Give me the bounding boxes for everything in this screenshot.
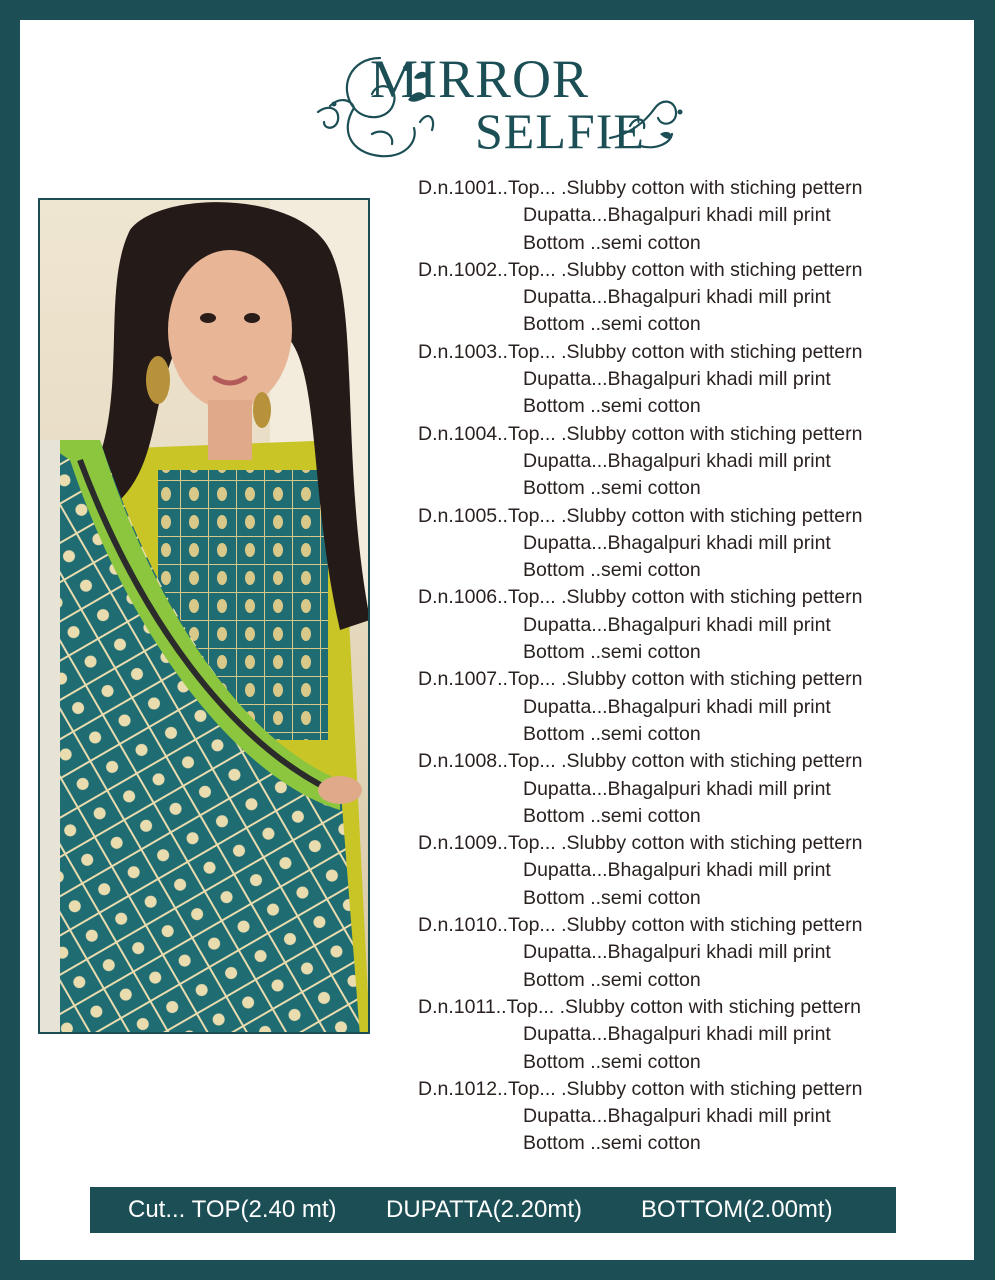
design-dupatta: Dupatta...Bhagalpuri khadi mill print bbox=[523, 204, 831, 227]
design-bottom: Bottom ..semi cotton bbox=[523, 477, 701, 500]
design-item-1011 bbox=[418, 994, 958, 1076]
design-top: Top... .Slubby cotton with stiching pettern bbox=[507, 832, 863, 855]
cut-dupatta: DUPATTA(2.20mt) bbox=[386, 1196, 583, 1223]
design-top: Top... .Slubby cotton with stiching pettern bbox=[507, 504, 863, 527]
design-dupatta: Dupatta...Bhagalpuri khadi mill print bbox=[523, 859, 831, 882]
model-photo bbox=[38, 198, 370, 1034]
design-item-1003 bbox=[418, 339, 958, 421]
design-top: Top... .Slubby cotton with stiching pettern bbox=[507, 340, 863, 363]
design-top: Top... .Slubby cotton with stiching pettern bbox=[506, 995, 861, 1018]
design-top: Top... .Slubby cotton with stiching pettern bbox=[507, 1077, 863, 1100]
design-item-1002 bbox=[418, 257, 958, 339]
design-dupatta: Dupatta...Bhagalpuri khadi mill print bbox=[523, 941, 831, 964]
cut-length-bar bbox=[90, 1187, 896, 1233]
design-top: Top... .Slubby cotton with stiching pettern bbox=[507, 422, 863, 445]
design-item-1004 bbox=[418, 421, 958, 503]
design-top: Top... .Slubby cotton with stiching pettern bbox=[507, 177, 863, 199]
design-dupatta: Dupatta...Bhagalpuri khadi mill print bbox=[523, 531, 831, 554]
design-dupatta: Dupatta...Bhagalpuri khadi mill print bbox=[523, 1105, 831, 1128]
design-item-1001 bbox=[418, 175, 958, 257]
design-bottom: Bottom ..semi cotton bbox=[523, 313, 701, 336]
design-code: D.n.1011.. bbox=[418, 995, 507, 1018]
design-top: Top... .Slubby cotton with stiching pettern bbox=[507, 914, 863, 937]
design-item-1006 bbox=[418, 584, 958, 666]
design-code: D.n.1005.. bbox=[418, 504, 508, 527]
design-bottom: Bottom ..semi cotton bbox=[523, 559, 701, 582]
cut-bottom: BOTTOM(2.00mt) bbox=[641, 1196, 833, 1223]
logo-word-selfie: SELFIE bbox=[475, 103, 645, 159]
design-code: D.n.1006.. bbox=[418, 586, 508, 609]
design-item-1005 bbox=[418, 503, 958, 585]
design-code: D.n.1012.. bbox=[418, 1077, 508, 1100]
design-bottom: Bottom ..semi cotton bbox=[523, 231, 701, 254]
design-code: D.n.1003.. bbox=[418, 340, 508, 363]
design-bottom: Bottom ..semi cotton bbox=[523, 395, 701, 418]
design-dupatta: Dupatta...Bhagalpuri khadi mill print bbox=[523, 1023, 831, 1046]
design-top: Top... .Slubby cotton with stiching pettern bbox=[507, 668, 863, 691]
design-bottom: Bottom ..semi cotton bbox=[523, 722, 701, 745]
design-dupatta: Dupatta...Bhagalpuri khadi mill print bbox=[523, 449, 831, 472]
design-bottom: Bottom ..semi cotton bbox=[523, 1132, 701, 1155]
design-item-1010 bbox=[418, 912, 958, 994]
design-item-1008 bbox=[418, 748, 958, 830]
design-code: D.n.1004.. bbox=[418, 422, 508, 445]
design-item-1007 bbox=[418, 666, 958, 748]
model-illustration-icon bbox=[40, 200, 370, 1034]
design-bottom: Bottom ..semi cotton bbox=[523, 1050, 701, 1073]
design-code: D.n.1010.. bbox=[418, 914, 508, 937]
cut-top: Cut... TOP(2.40 mt) bbox=[128, 1196, 337, 1223]
design-bottom: Bottom ..semi cotton bbox=[523, 886, 701, 909]
design-code: D.n.1007.. bbox=[418, 668, 508, 691]
design-code: D.n.1001.. bbox=[418, 177, 508, 199]
design-code: D.n.1008.. bbox=[418, 750, 508, 773]
design-dupatta: Dupatta...Bhagalpuri khadi mill print bbox=[523, 368, 831, 391]
design-item-1009 bbox=[418, 830, 958, 912]
design-dupatta: Dupatta...Bhagalpuri khadi mill print bbox=[523, 777, 831, 800]
design-dupatta: Dupatta...Bhagalpuri khadi mill print bbox=[523, 286, 831, 309]
design-top: Top... .Slubby cotton with stiching pettern bbox=[507, 258, 863, 281]
design-code: D.n.1002.. bbox=[418, 258, 508, 281]
design-top: Top... .Slubby cotton with stiching pettern bbox=[507, 586, 863, 609]
design-top: Top... .Slubby cotton with stiching pettern bbox=[507, 750, 863, 773]
design-bottom: Bottom ..semi cotton bbox=[523, 641, 701, 664]
design-list bbox=[418, 175, 958, 1158]
catalog-page bbox=[20, 20, 974, 1260]
design-dupatta: Dupatta...Bhagalpuri khadi mill print bbox=[523, 613, 831, 636]
design-item-1012 bbox=[418, 1076, 958, 1158]
brand-logo bbox=[310, 38, 690, 168]
design-bottom: Bottom ..semi cotton bbox=[523, 968, 701, 991]
design-code: D.n.1009.. bbox=[418, 832, 508, 855]
logo-word-mirror: MIRROR bbox=[370, 49, 590, 109]
design-bottom: Bottom ..semi cotton bbox=[523, 804, 701, 827]
design-dupatta: Dupatta...Bhagalpuri khadi mill print bbox=[523, 695, 831, 718]
